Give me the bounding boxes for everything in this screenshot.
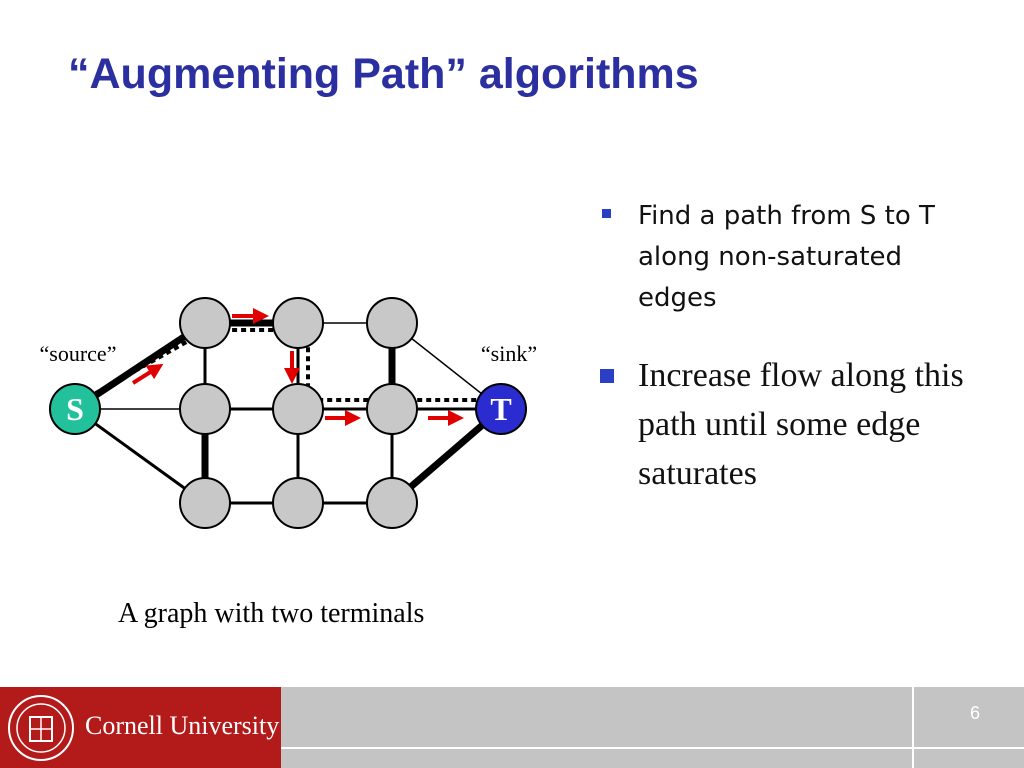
- footer-logo-panel: [0, 687, 281, 768]
- node: [273, 298, 323, 348]
- source-label: “source”: [39, 341, 117, 366]
- sink-node-label: T: [490, 391, 512, 427]
- bullet-list: [600, 196, 980, 498]
- node: [367, 478, 417, 528]
- bullet-text: Increase flow along this path until some edge saturates: [638, 357, 964, 492]
- node: [180, 384, 230, 434]
- diagram-caption: A graph with two terminals: [118, 598, 425, 629]
- bullet-item: [600, 196, 980, 319]
- node: [180, 298, 230, 348]
- bullet-item: [600, 351, 980, 498]
- bullet-marker-icon: [602, 209, 611, 218]
- sink-label: “sink”: [480, 341, 538, 366]
- slide-footer: [0, 687, 1024, 768]
- node: [367, 384, 417, 434]
- cornell-seal-icon: [6, 693, 76, 763]
- node: [273, 478, 323, 528]
- footer-divider: [912, 687, 914, 768]
- node: [273, 384, 323, 434]
- bullet-text: Find a path from S to T along non-saturated edges: [638, 201, 935, 313]
- node: [367, 298, 417, 348]
- page-number: 6: [970, 703, 981, 723]
- source-node-label: S: [66, 391, 84, 427]
- university-name: Cornell University: [85, 711, 280, 740]
- node: [180, 478, 230, 528]
- slide-title: “Augmenting Path” algorithms: [68, 50, 699, 98]
- graph-nodes: [180, 298, 417, 528]
- bullet-marker-icon: [600, 369, 614, 383]
